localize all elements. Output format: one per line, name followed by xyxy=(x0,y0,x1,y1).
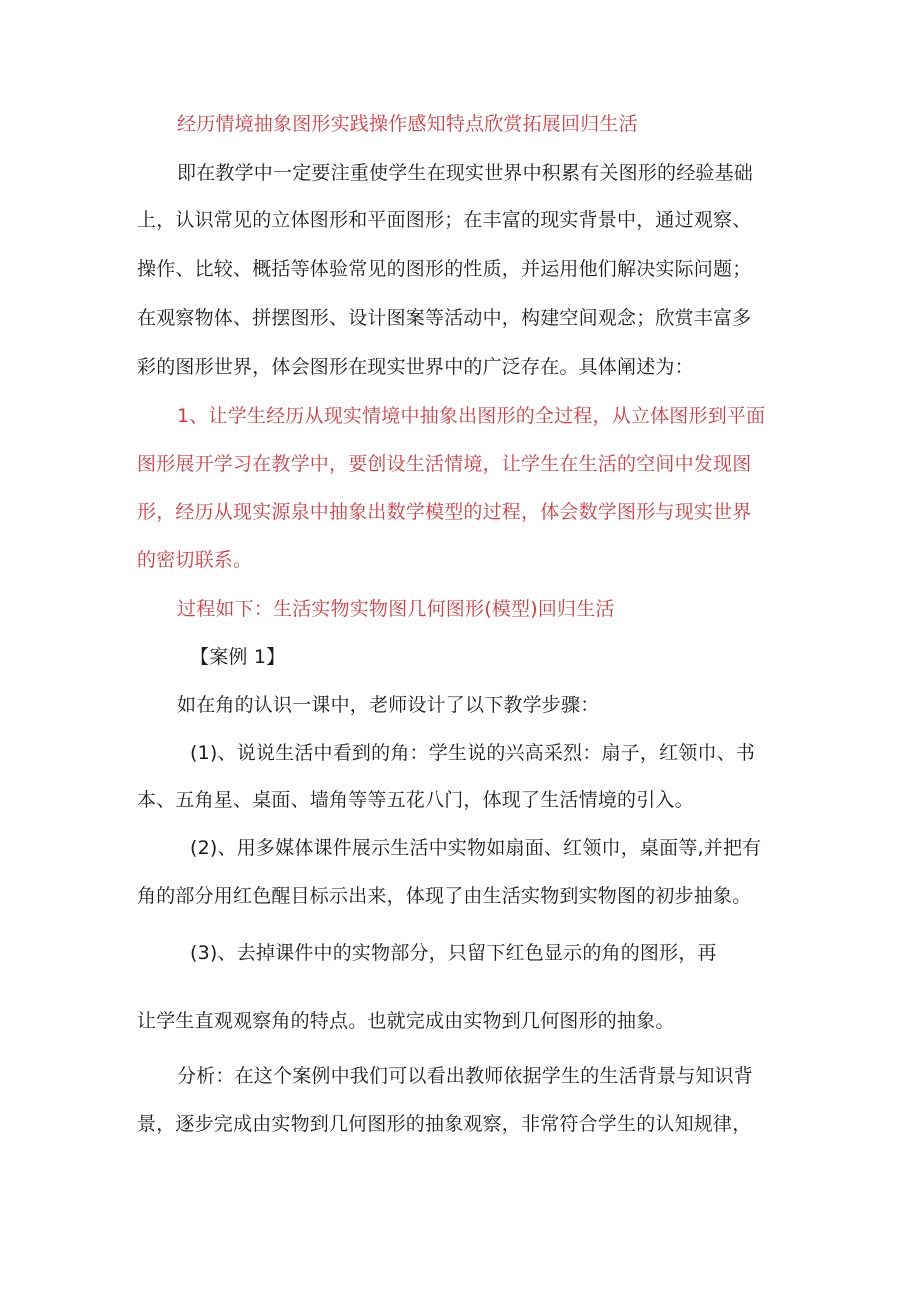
process-line: 过程如下：生活实物实物图几何图形(模型)回归生活 xyxy=(177,598,615,620)
step-2-line: (2)、用多媒体课件展示生活中实物如扇面、红领巾，桌面等,并把有 xyxy=(190,837,762,859)
case-title: 【案例 1】 xyxy=(190,646,286,668)
point-1-line: 图形展开学习在教学中，要创设生活情境，让学生在生活的空间中发现图 xyxy=(137,453,752,475)
step-3-line: (3)、去掉课件中的实物部分，只留下红色显示的角的图形，再 xyxy=(190,942,717,964)
intro-line: 彩的图形世界，体会图形在现实世界中的广泛存在。具体阐述为： xyxy=(137,356,694,378)
case-intro: 如在角的认识一课中，老师设计了以下教学步骤： xyxy=(177,694,600,716)
intro-line: 即在教学中一定要注重使学生在现实世界中积累有关图形的经验基础 xyxy=(177,162,754,184)
intro-line: 在观察物体、拼摆图形、设计图案等活动中，构建空间观念；欣赏丰富多 xyxy=(137,307,752,329)
intro-line: 操作、比较、概括等体验常见的图形的性质，并运用他们解决实际问题； xyxy=(137,258,752,280)
step-3-line: 让学生直观观察角的特点。也就完成由实物到几何图形的抽象。 xyxy=(137,1010,675,1032)
intro-line: 上，认识常见的立体图形和平面图形；在丰富的现实背景中，通过观察、 xyxy=(137,209,752,231)
point-1-line: 1、让学生经历从现实情境中抽象出图形的全过程，从立体图形到平面 xyxy=(177,405,766,427)
analysis-line: 景，逐步完成由实物到几何图形的抽象观察，非常符合学生的认知规律， xyxy=(137,1113,752,1135)
step-1-line: (1)、说说生活中看到的角：学生说的兴高采烈：扇子，红领巾、书 xyxy=(190,742,756,764)
step-2-line: 角的部分用红色醒目标示出来，体现了由生活实物到实物图的初步抽象。 xyxy=(137,885,752,907)
section-heading: 经历情境抽象图形实践操作感知特点欣赏拓展回归生活 xyxy=(177,113,638,135)
point-1-line: 形，经历从现实源泉中抽象出数学模型的过程，体会数学图形与现实世界 xyxy=(137,501,752,523)
step-1-line: 本、五角星、桌面、墙角等等五花八门，体现了生活情境的引入。 xyxy=(137,789,694,811)
point-1-line: 的密切联系。 xyxy=(137,549,253,571)
analysis-line: 分析：在这个案例中我们可以看出教师依据学生的生活背景与知识背 xyxy=(177,1065,754,1087)
